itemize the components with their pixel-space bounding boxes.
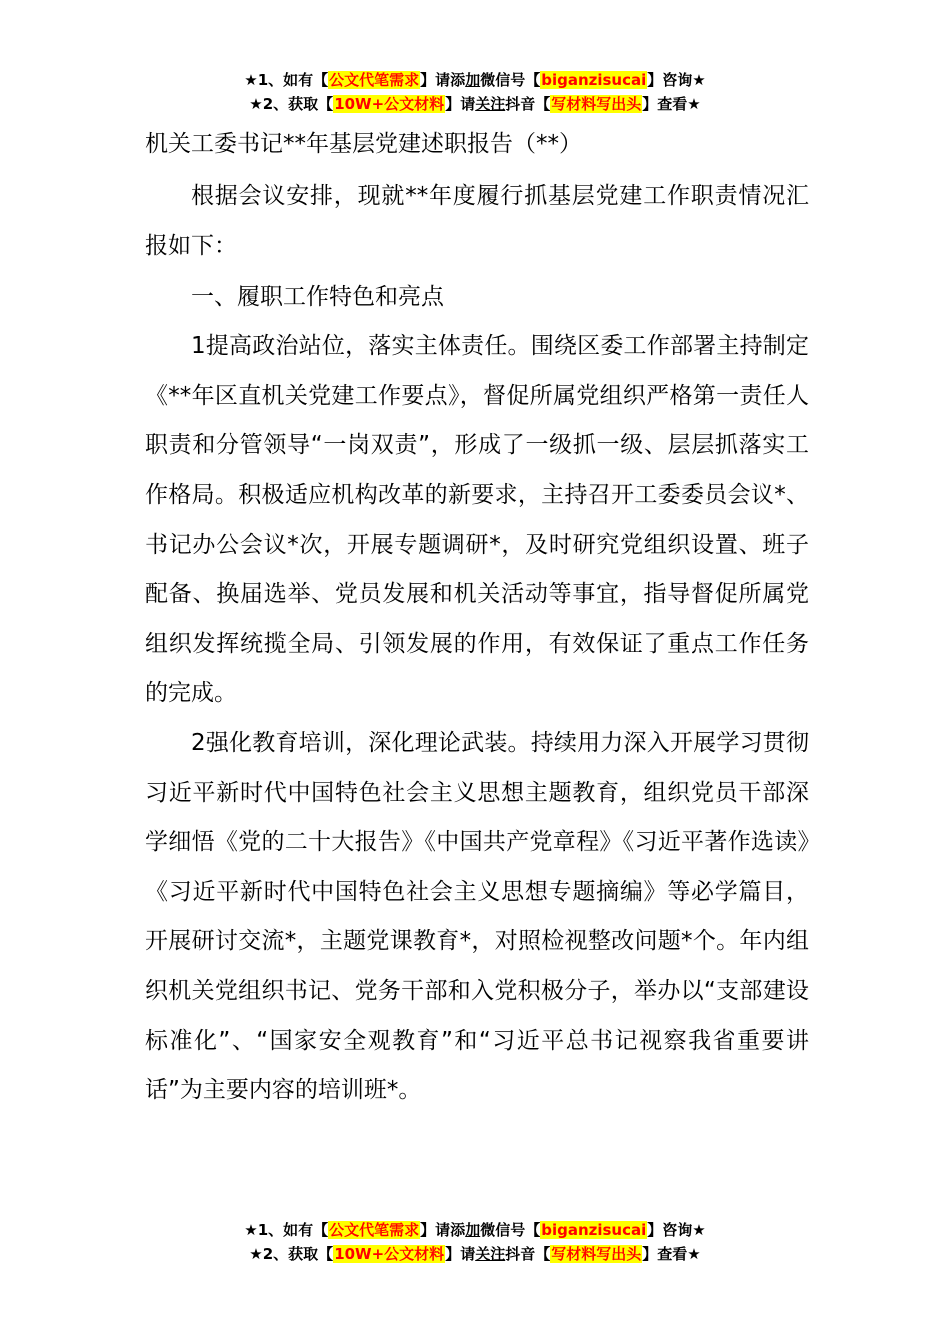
promo-line-2 bbox=[0, 1242, 950, 1266]
promo-highlight: 公文代笔需求 bbox=[329, 1221, 420, 1239]
promo-banner-bottom bbox=[0, 1218, 950, 1266]
promo-text: ★1、如有【 bbox=[244, 1221, 329, 1239]
body-paragraph: 2强化教育培训，深化理论武装。持续用力深入开展学习贯彻习近平新时代中国特色社会主义思想主题教育，组织党员干部深学细悟《党的二十大报告》《中国共产党章程》《习近平著作选读》《习近平新时代中国特色社会主义思想专题摘编》等必学篇目，开展研讨交流*，主题党课教育*，对照检视整改问题*个。年内组织机关党组织书记、党务干部和入党积极分子，举办以“支部建设标准化”、“国家安全观教育”和“习近平总书记视察我省重要讲话”为主要内容的培训班*。 bbox=[145, 730, 809, 1104]
promo-highlight: 写材料写出头 bbox=[551, 1245, 642, 1263]
promo-text: 微信号【 bbox=[480, 1221, 541, 1239]
promo-text: 】咨询★ bbox=[647, 71, 706, 89]
promo-text: 】请 bbox=[445, 1245, 476, 1263]
promo-text: ★2、获取【 bbox=[249, 1245, 334, 1263]
promo-underlined-text: 加 bbox=[465, 1221, 481, 1239]
section-heading: 一、履职工作特色和亮点 bbox=[191, 283, 444, 310]
promo-text: 】咨询★ bbox=[647, 1221, 706, 1239]
document-body bbox=[145, 172, 809, 1116]
promo-text: 抖音【 bbox=[505, 1245, 551, 1263]
promo-line-1 bbox=[0, 68, 950, 92]
promo-text: 】查看★ bbox=[642, 1245, 701, 1263]
promo-line-1 bbox=[0, 1218, 950, 1242]
promo-text: 】请 bbox=[445, 95, 476, 113]
promo-highlight: 10W+公文材料 bbox=[334, 1245, 445, 1263]
promo-underlined-text: 加 bbox=[465, 71, 481, 89]
promo-underlined-text: 关注 bbox=[475, 1245, 506, 1263]
promo-text: 抖音【 bbox=[505, 95, 551, 113]
promo-underlined-text: 关注 bbox=[475, 95, 506, 113]
promo-text: 】请添 bbox=[420, 1221, 466, 1239]
promo-line-2 bbox=[0, 92, 950, 116]
document-title: 机关工委书记**年基层党建述职报告（**） bbox=[145, 131, 582, 157]
promo-highlight: 公文代笔需求 bbox=[329, 71, 420, 89]
promo-text: ★2、获取【 bbox=[249, 95, 334, 113]
promo-text: 】请添 bbox=[420, 71, 466, 89]
promo-highlight: biganzisucai bbox=[541, 71, 647, 89]
promo-text: 】查看★ bbox=[642, 95, 701, 113]
intro-paragraph: 根据会议安排，现就**年度履行抓基层党建工作职责情况汇报如下： bbox=[145, 183, 809, 259]
body-paragraph: 1提高政治站位，落实主体责任。围绕区委工作部署主持制定《**年区直机关党建工作要点》，督促所属党组织严格第一责任人职责和分管领导“一岗双责”，形成了一级抓一级、层层抓落实工作格局。积极适应机构改革的新要求，主持召开工委委员会议*、书记办公会议*次，开展专题调研*，及时研究党组织设置、班子配备、换届选举、党员发展和机关活动等事宜，指导督促所属党组织发挥统揽全局、引领发展的作用，有效保证了重点工作任务的完成。 bbox=[145, 333, 809, 707]
promo-highlight: 写材料写出头 bbox=[551, 95, 642, 113]
promo-text: 微信号【 bbox=[480, 71, 541, 89]
promo-highlight: biganzisucai bbox=[541, 1221, 647, 1239]
promo-banner-top bbox=[0, 68, 950, 116]
promo-highlight: 10W+公文材料 bbox=[334, 95, 445, 113]
promo-text: ★1、如有【 bbox=[244, 71, 329, 89]
